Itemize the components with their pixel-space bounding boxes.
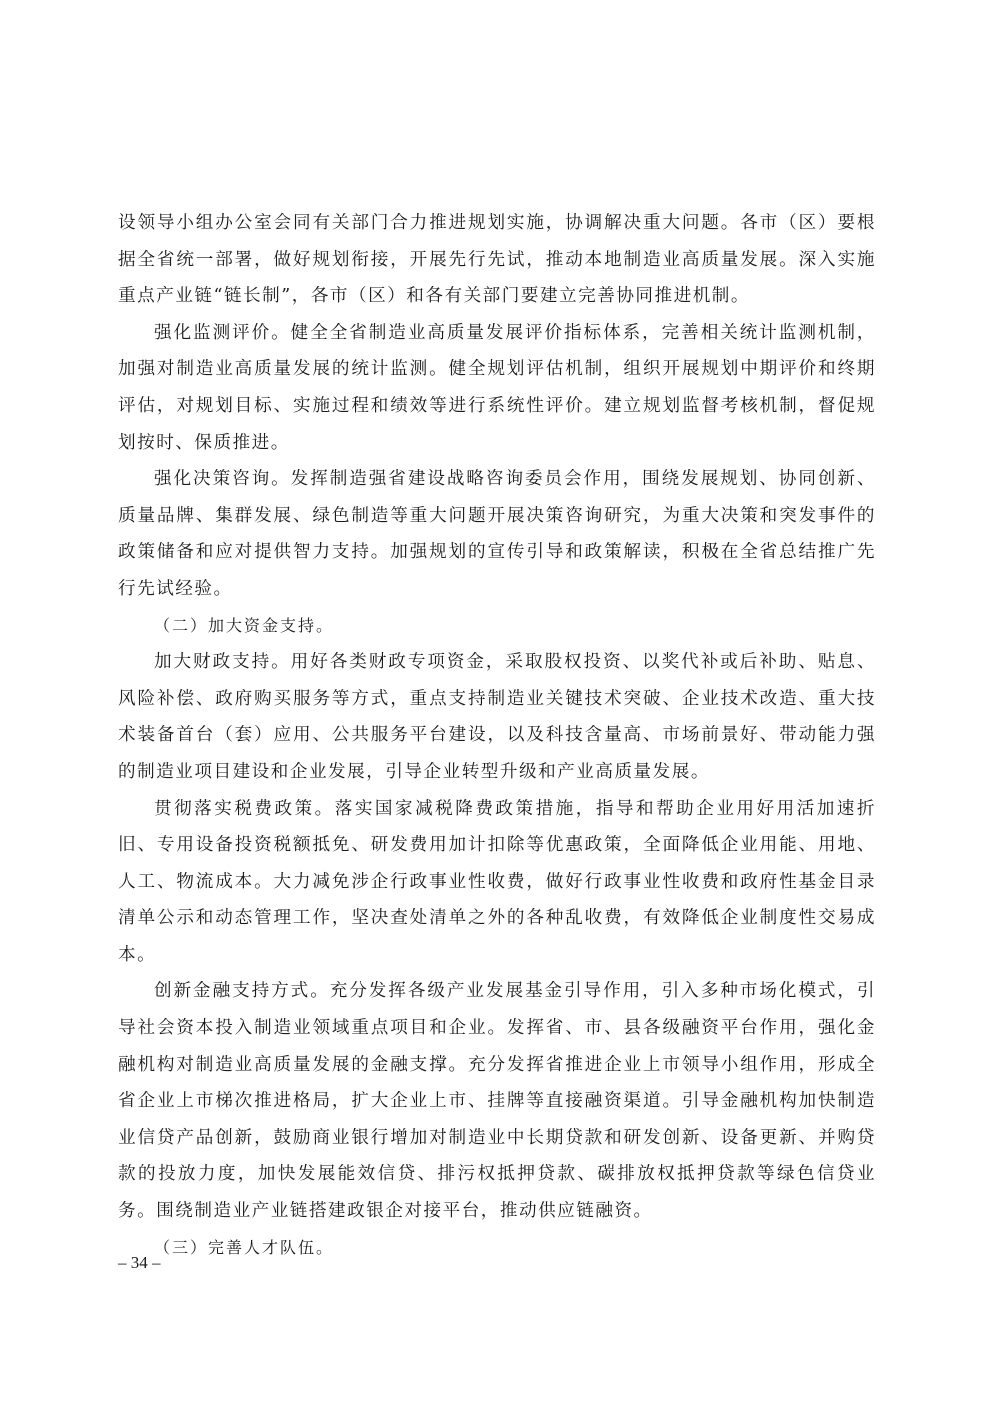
section-heading-funding: （二）加大资金支持。 <box>154 615 335 635</box>
paragraph-decision-consulting: 强化决策咨询。发挥制造强省建设战略咨询委员会作用，围绕发展规划、协同创新、质量品牌、集群发展、绿色制造等重大问题开展决策咨询研究，为重大决策和突发事件的政策储备和应对提供智力支持。加强规划的宣传引导和政策解读，积极在全省总结推广先行先试经验。 <box>118 469 876 599</box>
body-text <box>118 205 876 1266</box>
section-heading-talent: （三）完善人才队伍。 <box>154 1237 335 1257</box>
paragraph-continuation: 设领导小组办公室会同有关部门合力推进规划实施，协调解决重大问题。各市（区）要根据全省统一部署，做好规划衔接，开展先行先试，推动本地制造业高质量发展。深入实施重点产业链“链长制”，各市（区）和各有关部门要建立完善协同推进机制。 <box>118 213 876 307</box>
paragraph-tax-policy: 贯彻落实税费政策。落实国家减税降费政策措施，指导和帮助企业用好用活加速折旧、专用设备投资税额抵免、研发费用加计扣除等优惠政策，全面降低企业用能、用地、人工、物流成本。大力减免涉企行政事业性收费，做好行政事业性收费和政府性基金目录清单公示和动态管理工作，坚决查处清单之外的各种乱收费，有效降低企业制度性交易成本。 <box>118 798 876 965</box>
paragraph-monitoring-evaluation: 强化监测评价。健全全省制造业高质量发展评价指标体系，完善相关统计监测机制，加强对制造业高质量发展的统计监测。健全规划评估机制，组织开展规划中期评价和终期评估，对规划目标、实施过程和绩效等进行系统性评价。建立规划监督考核机制，督促规划按时、保质推进。 <box>118 322 876 453</box>
paragraph-financial-support: 创新金融支持方式。充分发挥各级产业发展基金引导作用，引入多种市场化模式，引导社会资本投入制造业领域重点项目和企业。发挥省、市、县各级融资平台作用，强化金融机构对制造业高质量发展的金融支撑。充分发挥省推进企业上市领导小组作用，形成全省企业上市梯次推进格局，扩大企业上市、挂牌等直接融资渠道。引导金融机构加快制造业信贷产品创新，鼓励商业银行增加对制造业中长期贷款和研发创新、设备更新、并购贷款的投放力度，加快发展能效信贷、排污权抵押贷款、碳排放权抵押贷款等绿色信贷业务。围绕制造业产业链搭建政银企对接平台，推动供应链融资。 <box>118 981 876 1222</box>
page-number: – 34 – <box>118 1253 161 1272</box>
paragraph-fiscal-support: 加大财政支持。用好各类财政专项资金，采取股权投资、以奖代补或后补助、贴息、风险补偿、政府购买服务等方式，重点支持制造业关键技术突破、企业技术改造、重大技术装备首台（套）应用、公共服务平台建设，以及科技含量高、市场前景好、带动能力强的制造业项目建设和企业发展，引导企业转型升级和产业高质量发展。 <box>118 652 876 782</box>
